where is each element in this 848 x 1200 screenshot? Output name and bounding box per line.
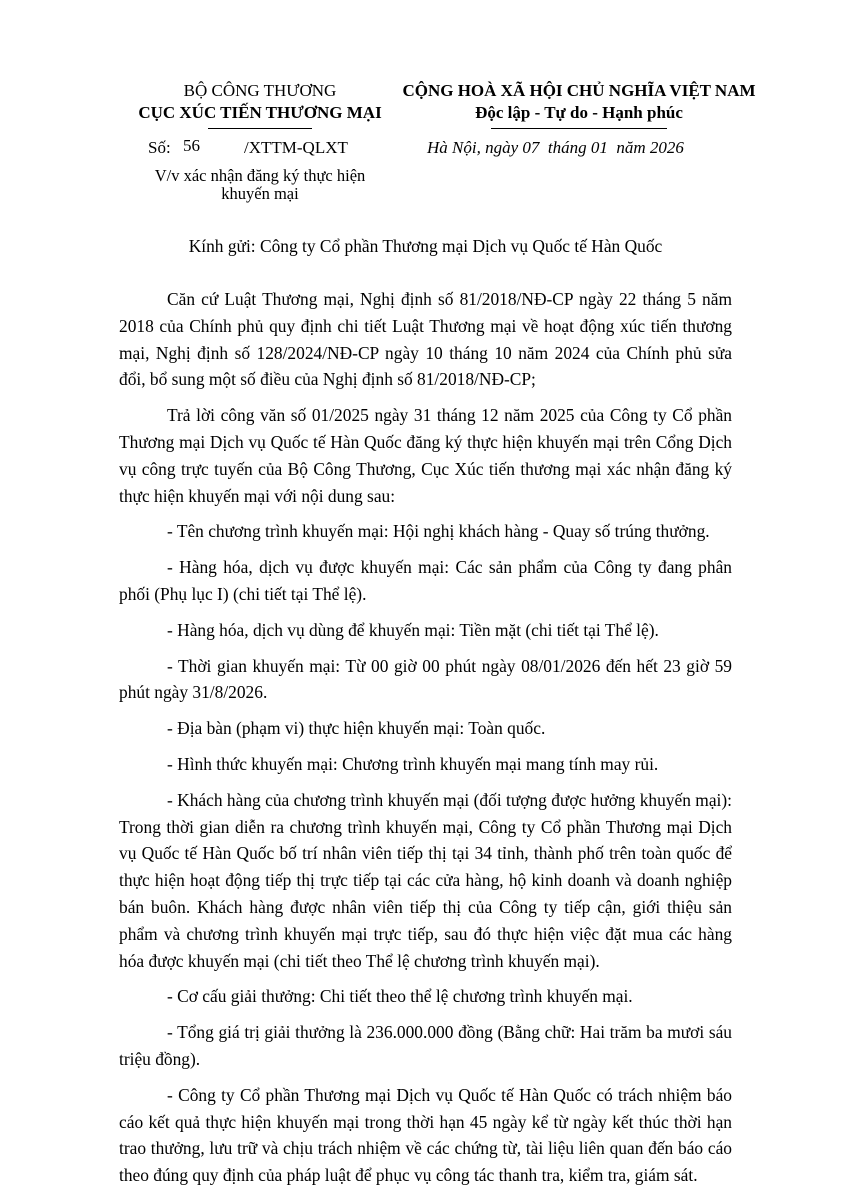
date-day: 07 [522, 138, 540, 157]
prize-structure-item: - Cơ cấu giải thưởng: Chi tiết theo thể lệ chương trình khuyến mại. [167, 986, 633, 1007]
program-name-item: - Tên chương trình khuyến mại: Hội nghị khách hàng - Quay số trúng thưởng. [167, 521, 710, 542]
date-month-label: tháng [547, 138, 587, 157]
department-name: CỤC XÚC TIẾN THƯƠNG MẠI [138, 103, 382, 122]
legal-basis-paragraph: Căn cứ Luật Thương mại, Nghị định số 81/2018/NĐ-CP ngày 22 tháng 5 năm 2018 của Chính phủ quy định chi tiết Luật Thương mại về hoạt động xúc tiến thương mại, Nghị định số 128/2024/NĐ-CP ngày 10 tháng 10 năm 2024 của Chính phủ sửa đổi, bổ sung một số điều của Nghị định số 81/2018/NĐ-CP; [119, 289, 732, 390]
date-prefix: Hà Nội, ngày [427, 138, 519, 157]
recipient-line: Kính gửi: Công ty Cổ phần Thương mại Dịch vụ Quốc tế Hàn Quốc [188, 236, 663, 256]
reporting-obligation-item: - Công ty Cổ phần Thương mại Dịch vụ Quốc tế Hàn Quốc có trách nhiệm báo cáo kết quả thực hiện khuyến mại trong thời hạn 45 ngày kể từ ngày kết thúc thời hạn trao thưởng, lưu trữ và chịu trách nhiệm về các chứng từ, tài liệu liên quan đến báo cáo theo đúng quy định của pháp luật để phục vụ công tác thanh tra, kiểm tra, giám sát. [119, 1084, 732, 1186]
promotion-form-item: - Hình thức khuyến mại: Chương trình khuyến mại mang tính may rủi. [167, 753, 659, 774]
document-number-value: 56 [183, 136, 200, 155]
date-month: 01 [590, 138, 608, 157]
motto-underline [491, 128, 667, 129]
customers-item: - Khách hàng của chương trình khuyến mại (đối tượng được hưởng khuyến mại): Trong thời gian diễn ra chương trình khuyến mại, Công ty Cổ phần Thương mại Dịch vụ Quốc tế Hàn Quốc bố trí nhân viên tiếp thị tại 34 tỉnh, thành phố trên toàn quốc để thực hiện hoạt động tiếp thị trực tiếp tại các cửa hàng, hộ kinh doanh và doanh nghiệp bán buôn. Khách hàng được nhân viên tiếp thị của Công ty tiếp cận, giới thiệu sản phẩm và chương trình khuyến mại trực tiếp, sau đó thực hiện việc đặt mua các hàng hóa được khuyến mại (chi tiết theo Thể lệ chương trình khuyến mại). [119, 789, 732, 971]
subject-line-2: khuyến mại [221, 184, 299, 203]
date-line [427, 138, 684, 158]
country-name: CỘNG HOÀ XÃ HỘI CHỦ NGHĨA VIỆT NAM [402, 81, 756, 100]
ministry-name: BỘ CÔNG THƯƠNG [183, 81, 337, 100]
document-body [119, 286, 732, 1189]
promotion-area-item: - Địa bàn (phạm vi) thực hiện khuyến mại: Toàn quốc. [167, 718, 546, 739]
document-number-suffix: /XTTM-QLXT [244, 138, 348, 157]
date-year-label: năm [616, 138, 646, 157]
national-motto: Độc lập - Tự do - Hạnh phúc [475, 103, 683, 122]
promotion-period-item: - Thời gian khuyến mại: Từ 00 giờ 00 phút ngày 08/01/2026 đến hết 23 giờ 59 phút ngày 31/8/2026. [119, 655, 732, 703]
promoted-goods-item: - Hàng hóa, dịch vụ được khuyến mại: Các sản phẩm của Công ty đang phân phối (Phụ lục I) (chi tiết tại Thể lệ). [119, 557, 732, 604]
department-underline [208, 128, 312, 129]
response-paragraph: Trả lời công văn số 01/2025 ngày 31 tháng 12 năm 2025 của Công ty Cổ phần Thương mại Dịch vụ Quốc tế Hàn Quốc đăng ký thực hiện khuyến mại trên Cổng Dịch vụ công trực tuyến của Bộ Công Thương, Cục Xúc tiến thương mại xác nhận đăng ký thực hiện khuyến mại với nội dung sau: [119, 405, 732, 506]
document-number-label: Số: [148, 138, 171, 157]
total-prize-value-item: - Tổng giá trị giải thưởng là 236.000.000 đồng (Bằng chữ: Hai trăm ba mươi sáu triệu đồng). [119, 1022, 732, 1069]
date-year: 2026 [649, 138, 684, 157]
promotion-goods-item: - Hàng hóa, dịch vụ dùng để khuyến mại: Tiền mặt (chi tiết tại Thể lệ). [167, 619, 659, 640]
subject-line-1: V/v xác nhận đăng ký thực hiện [154, 166, 366, 185]
